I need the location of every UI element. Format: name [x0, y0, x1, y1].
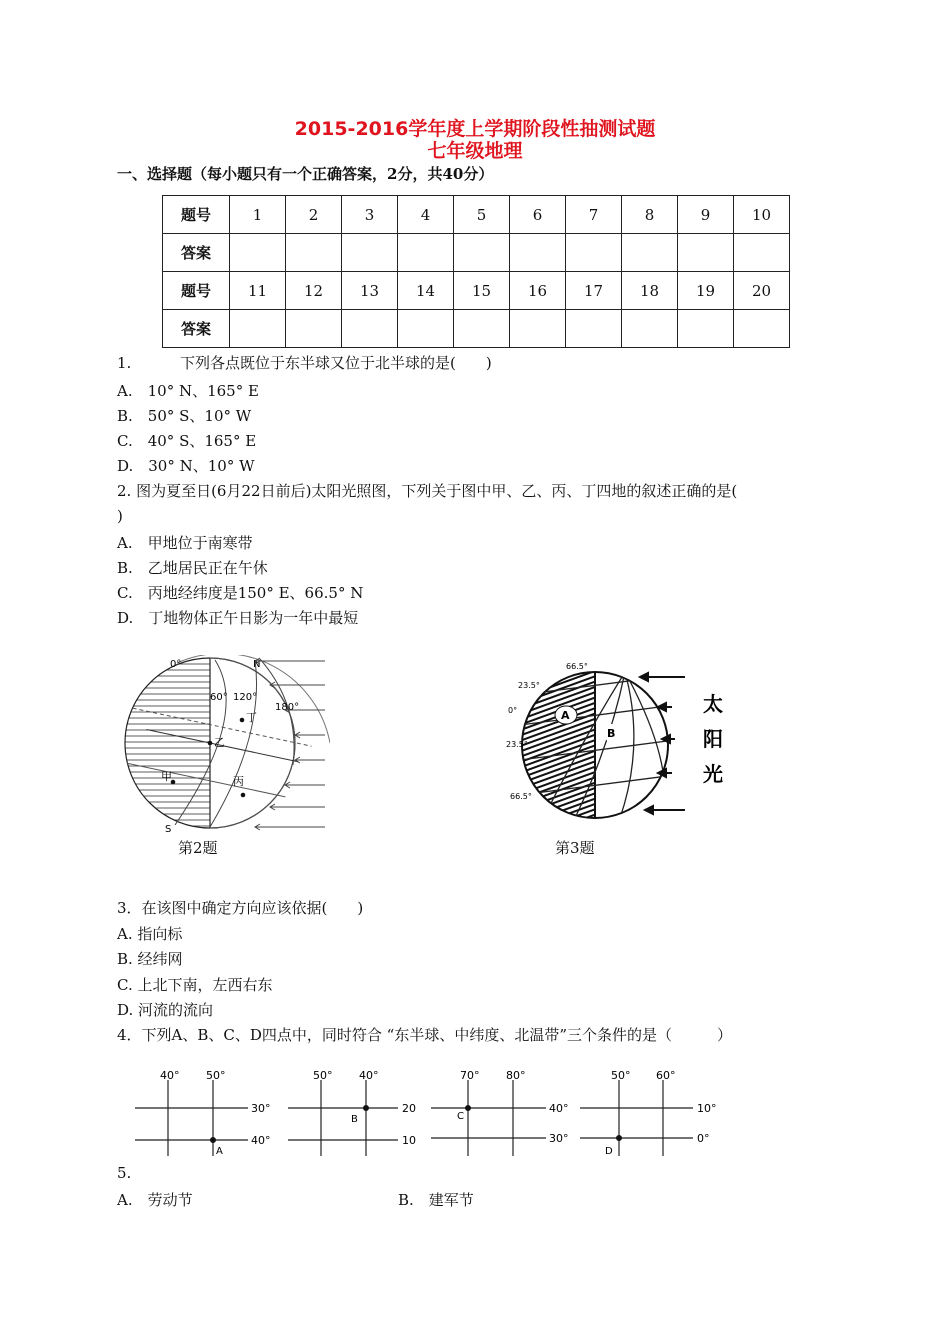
table-cell: 11 [230, 272, 286, 310]
grid-a-point: A [216, 1146, 223, 1157]
answer-cell[interactable] [454, 234, 510, 272]
fig2-label-ding: 丁 [246, 711, 257, 724]
answer-cell[interactable] [622, 310, 678, 348]
grid-a-top1: 40° [160, 1069, 180, 1082]
grid-c [428, 1068, 578, 1158]
fig2-label-bing: 丙 [233, 775, 244, 788]
answer-cell[interactable] [454, 310, 510, 348]
table-cell: 16 [510, 272, 566, 310]
figure-3-caption: 第3题 [555, 839, 595, 857]
answer-cell[interactable] [566, 310, 622, 348]
grid-c-right2: 30° [549, 1132, 569, 1145]
question-2-option-c[interactable]: C. 丙地经纬度是150° E、66.5° N [117, 584, 364, 602]
figure-2-caption: 第2题 [178, 839, 218, 857]
grid-b-point: B [351, 1114, 358, 1125]
fig3-label-665s: 66.5° [510, 792, 532, 801]
answer-cell[interactable] [678, 310, 734, 348]
answer-cell[interactable] [398, 234, 454, 272]
answer-cell[interactable] [286, 234, 342, 272]
question-4-stem: 4．下列A、B、C、D四点中，同时符合 “东半球、中纬度、北温带”三个条件的是（ ） [117, 1026, 733, 1044]
answer-cell[interactable] [566, 234, 622, 272]
fig3-label-sun3: 光 [703, 762, 723, 786]
question-1-option-a[interactable]: A. 10° N、165° E [117, 382, 259, 400]
question-2-option-b[interactable]: B. 乙地居民正在午休 [117, 559, 268, 577]
grid-d [575, 1068, 725, 1158]
grid-d-right2: 0° [697, 1132, 710, 1145]
answer-cell[interactable] [230, 310, 286, 348]
question-2-stem-end: ) [117, 507, 123, 525]
question-5-number: 5. [117, 1164, 132, 1182]
table-cell: 20 [734, 272, 790, 310]
table-row [163, 234, 790, 272]
fig3-label-665n: 66.5° [566, 662, 588, 671]
question-1-option-d[interactable]: D. 30° N、10° W [117, 457, 255, 475]
fig3-label-sun2: 阳 [703, 727, 723, 751]
answer-cell[interactable] [342, 234, 398, 272]
answer-cell[interactable] [342, 310, 398, 348]
grid-b-right2: 10 [402, 1134, 416, 1147]
fig2-label-yi: 乙 [214, 736, 225, 749]
question-3-option-b[interactable]: B. 经纬网 [117, 950, 183, 968]
question-1-stem: 下列各点既位于东半球又位于北半球的是( ) [180, 354, 492, 372]
question-2-option-d[interactable]: D. 丁地物体正午日影为一年中最短 [117, 609, 359, 627]
grid-b-top1: 50° [313, 1069, 333, 1082]
fig3-label-0: 0° [508, 706, 518, 715]
table-cell: 14 [398, 272, 454, 310]
grid-d-right1: 10° [697, 1102, 717, 1115]
table-cell: 4 [398, 196, 454, 234]
answer-cell[interactable] [678, 234, 734, 272]
question-1-number: 1. [117, 354, 132, 372]
grid-b [283, 1068, 433, 1158]
table-header-cell: 答案 [163, 234, 230, 272]
table-cell: 8 [622, 196, 678, 234]
question-3-option-a[interactable]: A. 指向标 [117, 925, 183, 943]
table-cell: 6 [510, 196, 566, 234]
fig2-label-0: 0° [170, 659, 182, 670]
answer-cell[interactable] [398, 310, 454, 348]
table-cell: 5 [454, 196, 510, 234]
table-header-cell: 题号 [163, 272, 230, 310]
question-3-option-d[interactable]: D. 河流的流向 [117, 1001, 214, 1019]
grid-c-top1: 70° [460, 1069, 480, 1082]
grid-a [130, 1068, 280, 1158]
table-cell: 18 [622, 272, 678, 310]
grid-b-top2: 40° [359, 1069, 379, 1082]
question-2-stem: 2. 图为夏至日(6月22日前后)太阳光照图，下列关于图中甲、乙、丙、丁四地的叙述正确的是( [117, 482, 738, 500]
table-cell: 3 [342, 196, 398, 234]
figure-3-sunlight-diagram [500, 655, 735, 835]
table-cell: 15 [454, 272, 510, 310]
table-cell: 12 [286, 272, 342, 310]
grid-d-top1: 50° [611, 1069, 631, 1082]
section-heading: 一、选择题（每小题只有一个正确答案，2分，共40分） [117, 165, 494, 183]
table-cell: 19 [678, 272, 734, 310]
table-row [163, 196, 790, 234]
fig2-label-120: 120° [233, 692, 258, 703]
answer-cell[interactable] [734, 234, 790, 272]
grid-c-point: C [457, 1111, 464, 1122]
table-row [163, 310, 790, 348]
fig3-label-235n: 23.5° [518, 681, 540, 690]
table-cell: 17 [566, 272, 622, 310]
fig2-label-n: N [253, 659, 261, 670]
question-5-option-b[interactable]: B. 建军节 [398, 1191, 474, 1209]
question-5-option-a[interactable]: A. 劳动节 [117, 1191, 193, 1209]
table-cell: 2 [286, 196, 342, 234]
fig3-label-235s: 23.5° [506, 740, 528, 749]
grid-a-top2: 50° [206, 1069, 226, 1082]
answer-cell[interactable] [286, 310, 342, 348]
grid-a-right2: 40° [251, 1134, 271, 1147]
fig3-label-a: A [561, 709, 570, 722]
table-header-cell: 题号 [163, 196, 230, 234]
question-3-stem: 3．在该图中确定方向应该依据( ) [117, 899, 364, 917]
grid-b-right1: 20 [402, 1102, 416, 1115]
grid-c-top2: 80° [506, 1069, 526, 1082]
table-cell: 9 [678, 196, 734, 234]
fig2-label-60: 60° [210, 692, 228, 703]
table-cell: 10 [734, 196, 790, 234]
grid-d-top2: 60° [656, 1069, 676, 1082]
table-header-cell: 答案 [163, 310, 230, 348]
fig2-sun-rays [240, 655, 330, 835]
answer-cell[interactable] [230, 234, 286, 272]
exam-title: 2015-2016学年度上学期阶段性抽测试题 [294, 118, 656, 140]
grid-a-right1: 30° [251, 1102, 271, 1115]
question-1-option-c[interactable]: C. 40° S、165° E [117, 432, 257, 450]
fig2-label-180: 180° [275, 702, 300, 713]
fig3-label-b: B [607, 727, 616, 740]
question-2-option-a[interactable]: A. 甲地位于南寒带 [117, 534, 253, 552]
question-1-option-b[interactable]: B. 50° S、10° W [117, 407, 252, 425]
fig2-label-s: S [165, 824, 172, 835]
grid-d-point: D [605, 1146, 613, 1157]
fig2-label-jia: 甲 [161, 770, 172, 783]
table-row [163, 272, 790, 310]
answer-cell[interactable] [622, 234, 678, 272]
table-cell: 7 [566, 196, 622, 234]
fig3-label-sun1: 太 [703, 692, 723, 716]
table-cell: 13 [342, 272, 398, 310]
answer-cell[interactable] [734, 310, 790, 348]
question-3-option-c[interactable]: C. 上北下南，左西右东 [117, 976, 273, 994]
table-cell: 1 [230, 196, 286, 234]
answer-table [162, 195, 790, 348]
exam-subtitle: 七年级地理 [427, 140, 523, 162]
grid-c-right1: 40° [549, 1102, 569, 1115]
answer-cell[interactable] [510, 310, 566, 348]
answer-cell[interactable] [510, 234, 566, 272]
